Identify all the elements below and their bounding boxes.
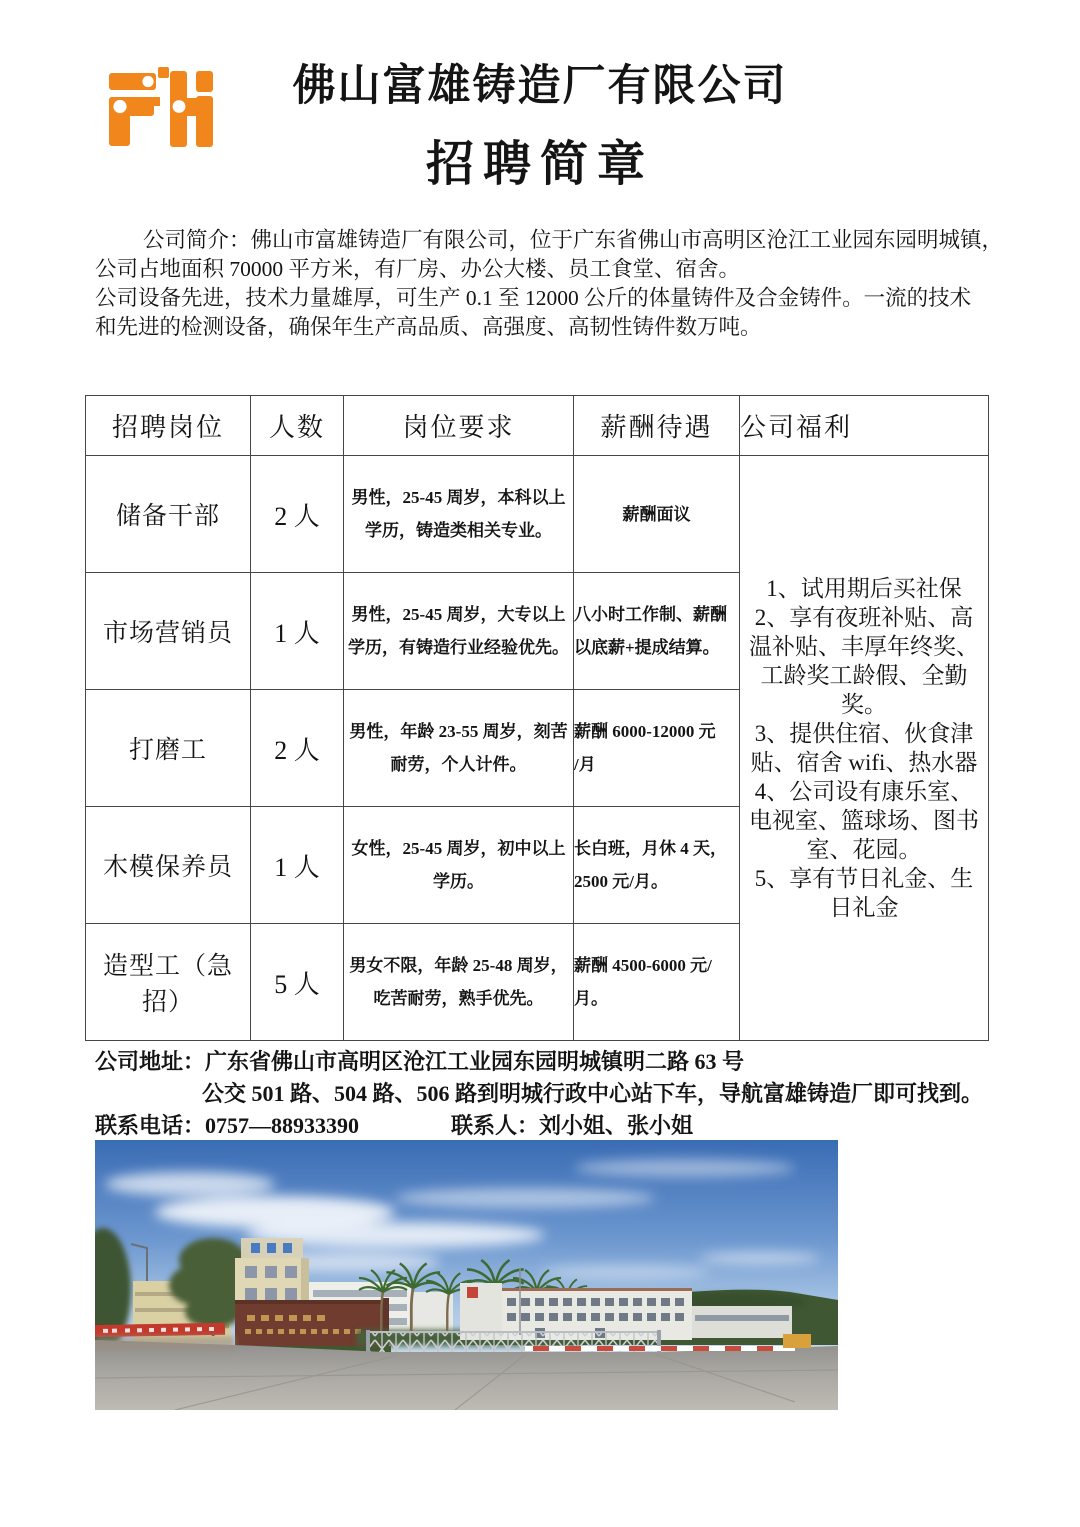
col-header-benefits: 公司福利 — [740, 396, 989, 456]
phone-value: 0757—88933390 — [205, 1113, 360, 1138]
job-position-cell: 市场营销员 — [86, 573, 251, 690]
job-requirements-cell: 男女不限，年龄 25-48 周岁， 吃苦耐劳，熟手优先。 — [344, 924, 574, 1041]
job-requirements-cell: 女性，25-45 周岁，初中以上 学历。 — [344, 807, 574, 924]
company-name-title: 佛山富雄铸造厂有限公司 — [292, 63, 788, 110]
address-label: 公司地址： — [95, 1049, 206, 1074]
intro-line: 公司简介：佛山市富雄铸造厂有限公司，位于广东省佛山市高明区沧江工业园东园明城镇， — [143, 228, 1004, 252]
table-header-row — [86, 396, 989, 456]
flyer-subtitle: 招聘简章 — [425, 138, 654, 191]
job-salary-cell: 薪酬面议 — [574, 456, 740, 573]
company-intro — [95, 226, 1004, 342]
job-position-cell: 储备干部 — [86, 456, 251, 573]
job-position-cell: 打磨工 — [86, 690, 251, 807]
job-table — [85, 395, 989, 1041]
job-table-body — [86, 456, 989, 1041]
job-salary-cell: 长白班，月休 4 天， 2500 元/月。 — [574, 807, 740, 924]
title-block — [0, 52, 1080, 194]
address-line — [95, 1046, 1025, 1078]
company-benefits-cell: 1、试用期后买社保 2、享有夜班补贴、高 温补贴、丰厚年终奖、 工龄奖工龄假、全勤奖。 3、提供住宿、伙食津 贴、宿舍 wifi、热水器 4、公司设有康乐室、 电视室、篮球场、图书 室、花园。 5、享有节日礼金、生 日礼金 — [740, 456, 989, 1041]
intro-line: 和先进的检测设备，确保年生产高品质、高强度、高韧性铸件数万吨。 — [95, 315, 762, 339]
contact-value: 刘小姐、张小姐 — [539, 1113, 694, 1138]
intro-line: 公司占地面积 70000 平方米，有厂房、办公大楼、员工食堂、宿舍。 — [95, 257, 741, 281]
col-header-salary: 薪酬待遇 — [574, 396, 740, 456]
job-count-cell: 5 人 — [251, 924, 344, 1041]
job-requirements-cell: 男性，年龄 23-55 周岁，刻苦 耐劳，个人计件。 — [344, 690, 574, 807]
col-header-position: 招聘岗位 — [86, 396, 251, 456]
col-header-requirements: 岗位要求 — [344, 396, 574, 456]
job-count-cell: 2 人 — [251, 456, 344, 573]
job-salary-cell: 薪酬 6000-12000 元 /月 — [574, 690, 740, 807]
job-salary-cell: 薪酬 4500-6000 元/ 月。 — [574, 924, 740, 1041]
job-position-cell: 造型工（急招） — [86, 924, 251, 1041]
bus-directions-line: 公交 501 路、504 路、506 路到明城行政中心站下车，导航富雄铸造厂即可找到。 — [202, 1081, 984, 1106]
job-position-cell: 木模保养员 — [86, 807, 251, 924]
job-salary-cell: 八小时工作制、薪酬 以底薪+提成结算。 — [574, 573, 740, 690]
col-header-count: 人数 — [251, 396, 344, 456]
address-value: 广东省佛山市高明区沧江工业园东园明城镇明二路 63 号 — [205, 1049, 745, 1074]
contact-label: 联系人： — [451, 1113, 540, 1138]
job-row — [86, 456, 989, 573]
job-count-cell: 1 人 — [251, 807, 344, 924]
contact-block — [95, 1046, 1025, 1142]
job-requirements-cell: 男性，25-45 周岁，本科以上 学历，铸造类相关专业。 — [344, 456, 574, 573]
phone-contact-line — [95, 1110, 1025, 1142]
factory-entrance-photo — [95, 1140, 838, 1410]
job-count-cell: 2 人 — [251, 690, 344, 807]
job-requirements-cell: 男性，25-45 周岁，大专以上 学历，有铸造行业经验优先。 — [344, 573, 574, 690]
phone-label: 联系电话： — [95, 1113, 206, 1138]
job-count-cell: 1 人 — [251, 573, 344, 690]
intro-line: 公司设备先进，技术力量雄厚，可生产 0.1 至 12000 公斤的体量铸件及合金铸件。一流的技术 — [95, 286, 972, 310]
